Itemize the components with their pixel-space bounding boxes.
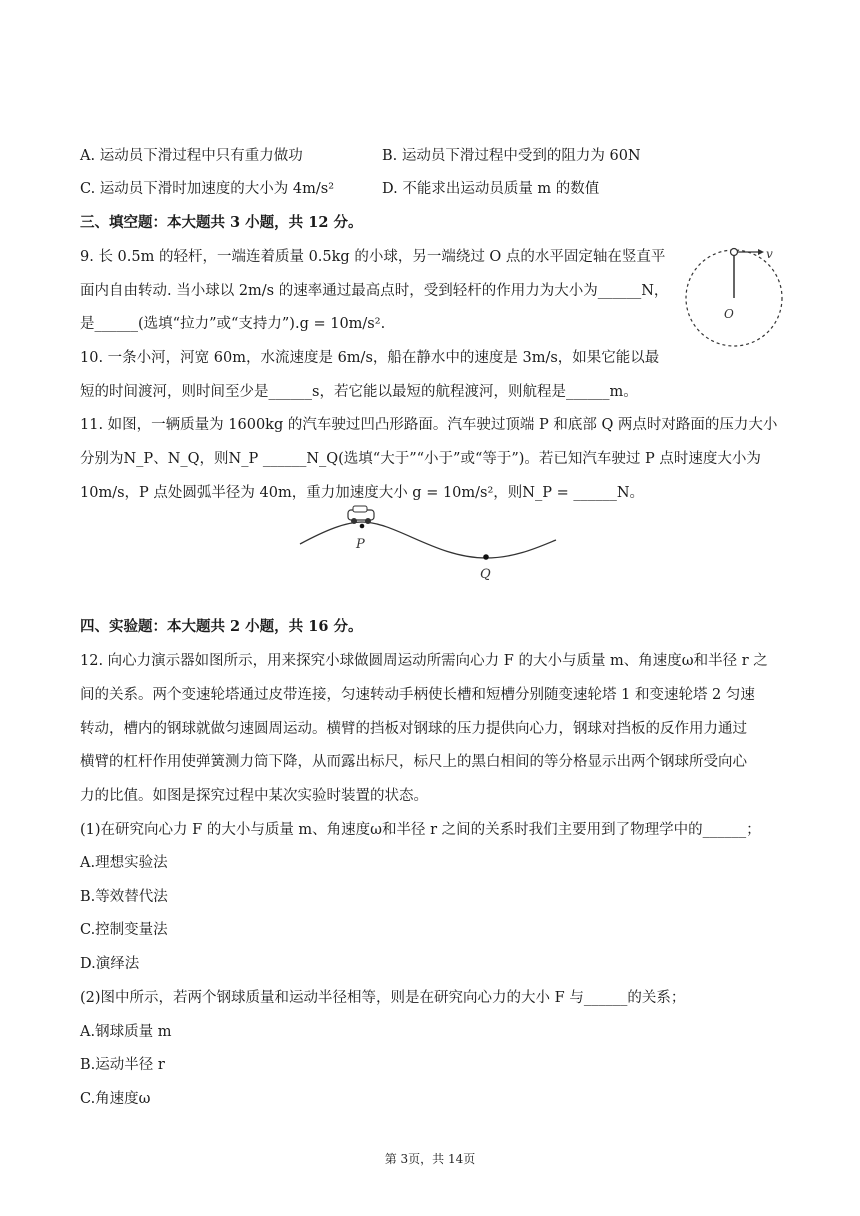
section4-heading: 四、实验题：本大题共 2 小题，共 16 分。 bbox=[80, 618, 363, 635]
q12-line1: 12. 向心力演示器如图所示，用来探究小球做圆周运动所需向心力 F 的大小与质量 m、角速度ω和半径 r 之 bbox=[80, 653, 768, 669]
q11-line1: 11. 如图，一辆质量为 1600kg 的汽车驶过凹凸形路面。汽车驶过顶端 P 和底部 Q 两点时对路面的压力大小 bbox=[80, 417, 778, 433]
q10-line2: 短的时间渡河，则时间至少是______s，若它能以最短的航程渡河，则航程是______m。 bbox=[80, 384, 638, 400]
q9-figure bbox=[684, 232, 788, 356]
section3-heading: 三、填空题：本大题共 3 小题，共 12 分。 bbox=[80, 214, 363, 231]
q11-line3: 10m/s，P 点处圆弧半径为 40m，重力加速度大小 g = 10m/s²，则N_P = ______N。 bbox=[80, 485, 645, 501]
q11-road-figure bbox=[296, 504, 560, 584]
page-number-footer: 第 3页，共 14页 bbox=[384, 1152, 476, 1166]
q12-line2: 间的关系。两个变速轮塔通过皮带连接，匀速转动手柄使长槽和短槽分别随变速轮塔 1 和变速轮塔 2 匀速 bbox=[80, 687, 755, 703]
q12-sub1-option-c: C.控制变量法 bbox=[80, 922, 168, 938]
q12-line3: 转动，槽内的钢球就做匀速圆周运动。横臂的挡板对钢球的压力提供向心力，钢球对挡板的反作用力通过 bbox=[80, 721, 747, 737]
q9-figure-label-o: O bbox=[724, 307, 734, 321]
q12-sub2-option-a: A.钢球质量 m bbox=[80, 1024, 172, 1040]
q12-sub1-option-a: A.理想实验法 bbox=[80, 855, 168, 871]
q9-line2: 面内自由转动. 当小球以 2m/s 的速率通过最高点时，受到轻杆的作用力为大小为______N， bbox=[80, 283, 669, 299]
option-q8-b: B. 运动员下滑过程中受到的阻力为 60N bbox=[382, 148, 641, 164]
q11-figure-label-q: Q bbox=[480, 567, 491, 582]
q12-sub1-option-b: B.等效替代法 bbox=[80, 889, 168, 905]
q9-line1: 9. 长 0.5m 的轻杆，一端连着质量 0.5kg 的小球，另一端绕过 O 点的水平固定轴在竖直平 bbox=[80, 249, 666, 265]
q12-sub1-option-d: D.演绎法 bbox=[80, 956, 140, 972]
option-q8-c: C. 运动员下滑时加速度的大小为 4m/s² bbox=[80, 181, 335, 197]
q12-sub2: (2)图中所示，若两个钢球质量和运动半径相等，则是在研究向心力的大小 F 与______的关系； bbox=[80, 990, 686, 1006]
q12-sub2-option-c: C.角速度ω bbox=[80, 1091, 151, 1107]
q9-figure-label-v: v bbox=[766, 247, 773, 261]
option-q8-d: D. 不能求出运动员质量 m 的数值 bbox=[382, 181, 600, 197]
q11-line2: 分别为N_P、N_Q，则N_P ______N_Q(选填“大于”“小于”或“等于”)。若已知汽车驶过 P 点时速度大小为 bbox=[80, 451, 761, 467]
q12-sub1: (1)在研究向心力 F 的大小与质量 m、角速度ω和半径 r 之间的关系时我们主要用到了物理学中的______； bbox=[80, 822, 761, 838]
q12-line5: 力的比值。如图是探究过程中某次实验时装置的状态。 bbox=[80, 788, 428, 804]
q12-sub2-option-b: B.运动半径 r bbox=[80, 1057, 165, 1073]
car-icon bbox=[348, 506, 374, 524]
option-q8-a: A. 运动员下滑过程中只有重力做功 bbox=[80, 148, 303, 164]
q9-line3: 是______(选填“拉力”或“支持力”).g = 10m/s². bbox=[80, 316, 386, 332]
q11-figure-label-p: P bbox=[356, 537, 365, 552]
q12-line4: 横臂的杠杆作用使弹簧测力筒下降，从而露出标尺，标尺上的黑白相间的等分格显示出两个钢球所受向心 bbox=[80, 754, 747, 770]
q10-line1: 10. 一条小河，河宽 60m，水流速度是 6m/s，船在静水中的速度是 3m/s，如果它能以最 bbox=[80, 350, 660, 366]
